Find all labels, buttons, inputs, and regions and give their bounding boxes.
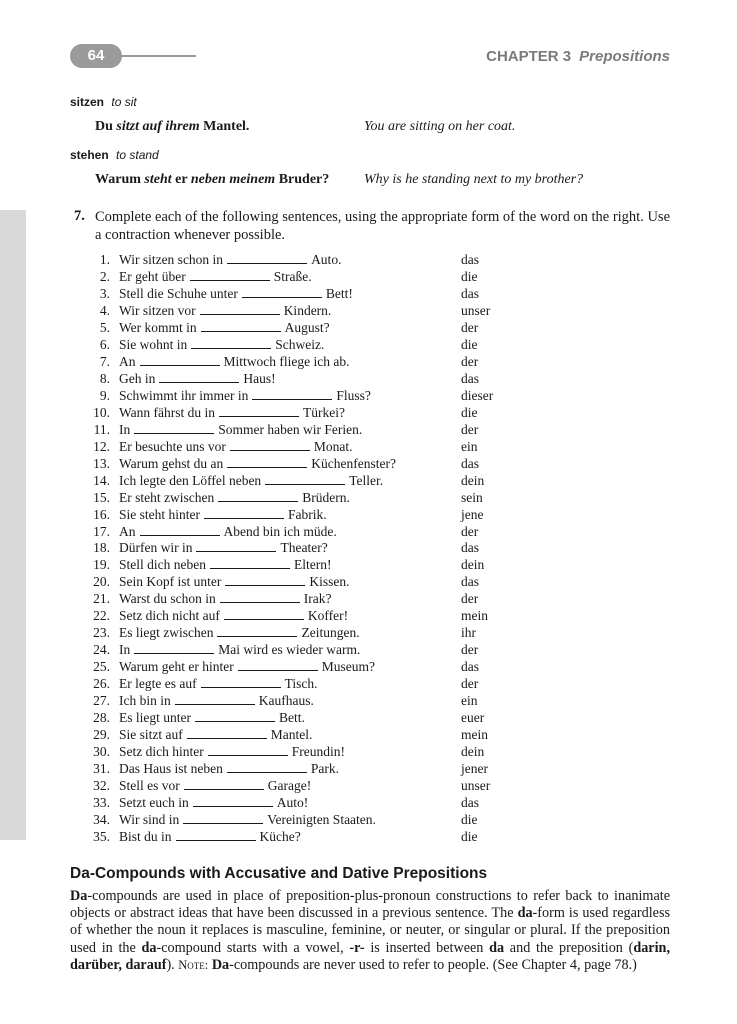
item-text-before: Ich legte den Löffel neben <box>119 472 262 488</box>
item-hint-word: der <box>461 591 479 607</box>
exercise-item <box>95 455 515 472</box>
item-text-before: Wir sind in <box>119 811 180 827</box>
answer-blank[interactable] <box>200 302 280 315</box>
answer-blank[interactable] <box>208 743 288 756</box>
item-text-before: Geh in <box>119 370 156 386</box>
item-text-after: Teller. <box>349 472 384 488</box>
example-part: er <box>171 172 191 187</box>
exercise-item <box>95 506 515 523</box>
item-hint-word: sein <box>461 489 483 505</box>
verb-meaning: to stand <box>116 148 159 162</box>
item-hint-word: unser <box>461 302 491 318</box>
item-text-before: Sein Kopf ist unter <box>119 574 222 590</box>
example-part-italic: sitzt auf ihrem <box>116 119 200 134</box>
answer-blank[interactable] <box>204 506 284 519</box>
item-text-after: Kindern. <box>283 302 332 318</box>
exercise-item <box>95 624 515 641</box>
text-run: ). <box>166 956 179 973</box>
item-sentence <box>119 438 352 455</box>
item-sentence <box>119 353 349 370</box>
item-number: 31. <box>93 761 110 777</box>
item-sentence <box>119 641 360 658</box>
item-text-after: Fabrik. <box>288 506 327 522</box>
item-sentence <box>119 251 341 268</box>
item-hint-word: dein <box>461 744 485 760</box>
item-hint-word: die <box>461 336 478 352</box>
item-hint-word: der <box>461 642 479 658</box>
item-text-before: Es liegt zwischen <box>119 625 214 641</box>
item-number: 16. <box>93 506 110 522</box>
item-sentence <box>119 760 339 777</box>
item-text-after: Vereinigten Staaten. <box>267 811 376 827</box>
example-german-stehen <box>95 172 329 188</box>
item-number: 9. <box>99 387 110 403</box>
item-sentence <box>119 506 327 523</box>
item-number: 6. <box>99 336 110 352</box>
text-run: -compounds are used in place of preposition-plus-pronoun constructions to refer back to inanimate objects or abstract ideas that have been discussed in a previous sentence. The <box>70 888 670 922</box>
item-number: 5. <box>99 319 110 335</box>
item-text-before: Wer kommt in <box>119 319 197 335</box>
answer-blank[interactable] <box>252 387 332 400</box>
answer-blank[interactable] <box>187 726 267 739</box>
text-run: -form is used regardless of whether the noun it replaces is masculine, feminine, or neuter, or singular or plural. If the preposition used in the <box>70 905 670 956</box>
item-text-after: Monat. <box>313 438 353 454</box>
answer-blank[interactable] <box>201 675 281 688</box>
note-label: Note: <box>178 957 209 972</box>
answer-blank[interactable] <box>210 556 290 569</box>
item-number: 23. <box>93 625 110 641</box>
item-hint-word: die <box>461 828 478 844</box>
exercise-item <box>95 421 515 438</box>
item-sentence <box>119 658 375 675</box>
item-sentence <box>119 709 305 726</box>
item-hint-word: das <box>461 285 479 301</box>
item-hint-word: jener <box>461 761 488 777</box>
item-text-before: An <box>119 523 136 539</box>
item-number: 10. <box>93 404 110 420</box>
item-text-before: Er steht zwischen <box>119 489 215 505</box>
chapter-topic: Prepositions <box>579 48 670 65</box>
item-number: 30. <box>93 744 110 760</box>
item-hint-word: das <box>461 370 479 386</box>
exercise-item <box>95 489 515 506</box>
item-hint-word: der <box>461 676 479 692</box>
answer-blank[interactable] <box>242 285 322 298</box>
item-number: 26. <box>93 676 110 692</box>
answer-blank[interactable] <box>227 760 307 773</box>
exercise-item <box>95 285 515 302</box>
item-hint-word: der <box>461 319 479 335</box>
item-text-after: Irak? <box>303 591 332 607</box>
example-part-italic: steht <box>144 172 172 187</box>
answer-blank[interactable] <box>134 641 214 654</box>
answer-blank[interactable] <box>176 828 256 841</box>
example-english-stehen: Why is he standing next to my brother? <box>364 172 584 187</box>
item-hint-word: das <box>461 540 479 556</box>
exercise-item <box>95 268 515 285</box>
item-sentence <box>119 675 318 692</box>
item-hint-word: das <box>461 455 479 471</box>
verb-heading-sitzen <box>70 95 137 109</box>
item-sentence <box>119 523 337 540</box>
exercise-item <box>95 556 515 573</box>
item-hint-word: das <box>461 574 479 590</box>
item-text-after: Tisch. <box>284 676 318 692</box>
section-title: Da-Compounds with Accusative and Dative Prepositions <box>70 865 488 882</box>
exercise-item <box>95 336 515 353</box>
item-text-after: Brüdern. <box>302 489 350 505</box>
exercise-instruction: Complete each of the following sentences, using the appropriate form of the word on the right. Use a contraction whenever possible. <box>95 209 671 243</box>
bold-term: da <box>489 939 505 956</box>
item-sentence <box>119 268 312 285</box>
item-hint-word: die <box>461 404 478 420</box>
text-run: -compound starts with a vowel, <box>156 939 350 956</box>
item-sentence <box>119 692 314 709</box>
exercise-item <box>95 777 515 794</box>
item-text-after: Mai wird es wieder warm. <box>218 642 361 658</box>
item-sentence <box>119 828 301 845</box>
item-text-before: Stell die Schuhe unter <box>119 285 238 301</box>
item-sentence <box>119 472 383 489</box>
item-text-after: Zeitungen. <box>301 625 360 641</box>
answer-blank[interactable] <box>201 319 281 332</box>
item-hint-word: dein <box>461 472 485 488</box>
answer-blank[interactable] <box>193 794 273 807</box>
example-part: Du <box>95 119 117 134</box>
item-text-after: Schweiz. <box>275 336 325 352</box>
exercise-item <box>95 828 515 845</box>
answer-blank[interactable] <box>227 455 307 468</box>
item-text-after: Abend bin ich müde. <box>223 523 337 539</box>
exercise-number: 7. <box>74 208 85 224</box>
section-paragraph <box>70 888 670 974</box>
item-text-after: Mittwoch fliege ich ab. <box>223 353 350 369</box>
exercise-item <box>95 404 515 421</box>
item-hint-word: das <box>461 252 479 267</box>
exercise-item <box>95 692 515 709</box>
item-sentence <box>119 336 324 353</box>
page-number: 64 <box>70 44 122 68</box>
exercise-item <box>95 251 515 268</box>
item-hint-word: das <box>461 795 479 810</box>
item-text-after: Auto! <box>276 795 309 810</box>
item-text-before: Es liegt unter <box>119 710 191 726</box>
item-text-after: Auto. <box>311 252 342 267</box>
verb-meaning: to sit <box>111 95 137 109</box>
answer-blank[interactable] <box>230 438 310 451</box>
verb: stehen <box>70 148 109 162</box>
exercise-item <box>95 302 515 319</box>
item-number: 11. <box>93 421 110 437</box>
item-text-before: Setz dich nicht auf <box>119 608 220 624</box>
item-hint-word: dieser <box>461 387 494 403</box>
item-sentence <box>119 387 371 404</box>
item-number: 12. <box>93 438 110 454</box>
exercise-item <box>95 387 515 404</box>
item-text-after: Garage! <box>267 778 312 794</box>
example-part: Mantel. <box>199 119 250 134</box>
item-sentence <box>119 607 348 624</box>
item-sentence <box>119 573 350 590</box>
item-text-after: Mantel. <box>270 727 313 743</box>
item-text-after: Freundin! <box>291 744 345 760</box>
item-text-after: Theater? <box>280 540 328 556</box>
item-sentence <box>119 556 331 573</box>
answer-blank[interactable] <box>224 607 304 620</box>
answer-blank[interactable] <box>219 404 299 417</box>
header-rule <box>118 55 196 57</box>
item-text-after: August? <box>284 319 330 335</box>
verb-heading-stehen <box>70 148 159 162</box>
exercise-item <box>95 726 515 743</box>
item-text-before: Bist du in <box>119 828 172 844</box>
item-hint-word: der <box>461 353 479 369</box>
answer-blank[interactable] <box>134 421 214 434</box>
item-sentence <box>119 302 331 319</box>
item-hint-word: unser <box>461 778 491 794</box>
answer-blank[interactable] <box>217 624 297 637</box>
item-text-after: Bett! <box>325 285 353 301</box>
exercise-item <box>95 573 515 590</box>
exercise-item <box>95 523 515 540</box>
item-text-after: Museum? <box>321 659 375 675</box>
item-text-before: Sie sitzt auf <box>119 727 183 743</box>
item-text-before: Er geht über <box>119 268 186 284</box>
item-sentence <box>119 743 345 760</box>
item-number: 7. <box>99 353 110 369</box>
text-run: is inserted between <box>364 939 490 956</box>
item-text-before: Wir sitzen vor <box>119 302 196 318</box>
answer-blank[interactable] <box>227 251 307 264</box>
item-text-before: Setzt euch in <box>119 795 189 810</box>
item-number: 19. <box>93 557 110 573</box>
exercise-item <box>95 472 515 489</box>
bold-term: da <box>141 939 157 956</box>
chapter-heading <box>486 48 670 65</box>
item-sentence <box>119 726 312 743</box>
item-text-after: Kaufhaus. <box>258 693 314 709</box>
answer-blank[interactable] <box>195 709 275 722</box>
item-sentence <box>119 539 328 556</box>
exercise-item <box>95 353 515 370</box>
item-text-before: Setz dich hinter <box>119 744 204 760</box>
item-text-before: Sie wohnt in <box>119 336 188 352</box>
item-number: 32. <box>93 778 110 794</box>
item-hint-word: mein <box>461 608 488 624</box>
item-hint-word: die <box>461 268 478 284</box>
item-text-after: Park. <box>310 761 339 777</box>
item-number: 27. <box>93 693 110 709</box>
exercise-item <box>95 438 515 455</box>
exercise-item <box>95 811 515 828</box>
item-hint-word: mein <box>461 727 488 743</box>
item-number: 2. <box>99 268 110 284</box>
exercise-item <box>95 319 515 336</box>
answer-blank[interactable] <box>265 472 345 485</box>
example-german-sitzen <box>95 119 249 135</box>
item-sentence <box>119 777 311 794</box>
item-number: 34. <box>93 811 110 827</box>
item-text-after: Eltern! <box>293 557 332 573</box>
item-hint-word: der <box>461 421 479 437</box>
answer-blank[interactable] <box>218 489 298 502</box>
example-part: Warum <box>95 172 145 187</box>
item-text-before: Wann fährst du in <box>119 404 216 420</box>
item-number: 29. <box>93 727 110 743</box>
item-number: 8. <box>99 370 110 386</box>
item-sentence <box>119 489 350 506</box>
item-text-before: Ich bin in <box>119 693 171 709</box>
item-text-before: Schwimmt ihr immer in <box>119 387 249 403</box>
text-run: and the preposition ( <box>504 939 634 956</box>
answer-blank[interactable] <box>159 370 239 383</box>
item-text-before: Er legte es auf <box>119 676 197 692</box>
exercise-item <box>95 590 515 607</box>
item-text-before: Wir sitzen schon in <box>119 252 224 267</box>
exercise-item <box>95 794 515 811</box>
item-text-before: In <box>119 421 131 437</box>
answer-blank[interactable] <box>190 268 270 281</box>
verb: sitzen <box>70 95 105 109</box>
item-hint-word: die <box>461 811 478 827</box>
item-number: 4. <box>99 302 110 318</box>
item-text-after: Koffer! <box>307 608 349 624</box>
item-sentence <box>119 590 332 607</box>
answer-blank[interactable] <box>175 692 255 705</box>
example-english-sitzen: You are sitting on her coat. <box>364 119 516 134</box>
answer-blank[interactable] <box>191 336 271 349</box>
item-hint-word: ein <box>461 438 478 454</box>
item-sentence <box>119 319 330 336</box>
item-number: 33. <box>93 795 110 810</box>
item-number: 22. <box>93 608 110 624</box>
answer-blank[interactable] <box>140 353 220 366</box>
item-text-after: Fluss? <box>336 387 371 403</box>
item-text-after: Straße. <box>273 268 312 284</box>
bold-term: -r- <box>349 939 365 956</box>
answer-blank[interactable] <box>238 658 318 671</box>
item-text-before: An <box>119 353 136 369</box>
bold-term: da <box>517 905 533 922</box>
exercise-item <box>95 370 515 387</box>
item-number: 28. <box>93 710 110 726</box>
item-number: 18. <box>93 540 110 556</box>
exercise-item <box>95 641 515 658</box>
item-text-after: Küche? <box>259 828 301 844</box>
exercise-item <box>95 539 515 556</box>
item-sentence <box>119 811 376 828</box>
item-number: 24. <box>93 642 110 658</box>
exercise-item <box>95 743 515 760</box>
bold-term: Da <box>70 888 88 904</box>
exercise-item <box>95 607 515 624</box>
item-sentence <box>119 794 308 811</box>
item-number: 14. <box>93 472 110 488</box>
item-sentence <box>119 404 345 421</box>
item-number: 25. <box>93 659 110 675</box>
item-text-before: Sie steht hinter <box>119 506 200 522</box>
answer-blank[interactable] <box>225 573 305 586</box>
item-text-after: Türkei? <box>303 404 346 420</box>
item-hint-word: der <box>461 523 479 539</box>
item-text-after: Küchenfenster? <box>311 455 396 471</box>
item-number: 3. <box>99 285 110 301</box>
item-hint-word: jene <box>461 506 484 522</box>
item-text-before: In <box>119 642 131 658</box>
side-tab-bar <box>0 210 26 840</box>
item-sentence <box>119 624 360 641</box>
item-text-after: Sommer haben wir Ferien. <box>218 421 363 437</box>
item-text-after: Bett. <box>278 710 305 726</box>
answer-blank[interactable] <box>220 590 300 603</box>
item-text-after: Haus! <box>243 370 276 386</box>
item-text-before: Warum geht er hinter <box>119 659 234 675</box>
item-number: 17. <box>93 523 110 539</box>
exercise-item <box>95 760 515 777</box>
item-hint-word: euer <box>461 710 485 726</box>
item-hint-word: ein <box>461 693 478 709</box>
exercise-item <box>95 709 515 726</box>
exercise-item <box>95 675 515 692</box>
item-text-before: Das Haus ist neben <box>119 761 223 777</box>
answer-blank[interactable] <box>184 777 264 790</box>
chapter-label: CHAPTER 3 <box>486 48 572 65</box>
item-text-before: Warst du schon in <box>119 591 216 607</box>
item-hint-word: ihr <box>461 625 476 641</box>
item-text-before: Er besuchte uns vor <box>119 438 226 454</box>
item-sentence <box>119 455 396 472</box>
item-hint-word: das <box>461 659 479 675</box>
answer-blank[interactable] <box>196 539 276 552</box>
item-number: 15. <box>93 489 110 505</box>
item-number: 35. <box>93 828 110 844</box>
item-text-before: Stell dich neben <box>119 557 206 573</box>
exercise-item <box>95 658 515 675</box>
item-text-after: Kissen. <box>309 574 350 590</box>
example-part: Bruder? <box>275 172 330 187</box>
item-sentence <box>119 421 362 438</box>
item-number: 13. <box>93 455 110 471</box>
answer-blank[interactable] <box>140 523 220 536</box>
answer-blank[interactable] <box>183 811 263 824</box>
item-text-before: Dürfen wir in <box>119 540 193 556</box>
item-number: 21. <box>93 591 110 607</box>
item-sentence <box>119 285 353 302</box>
bold-term: darin, darüber, darauf <box>70 939 670 973</box>
item-number: 1. <box>99 252 110 267</box>
item-text-before: Stell es vor <box>119 778 180 794</box>
item-hint-word: dein <box>461 557 485 573</box>
exercise-items <box>95 251 515 845</box>
item-sentence <box>119 370 276 387</box>
bold-term: Da <box>208 956 230 973</box>
item-text-before: Warum gehst du an <box>119 455 224 471</box>
text-run: -compounds are never used to refer to people. (See Chapter 4, page 78.) <box>229 956 637 973</box>
item-number: 20. <box>93 574 110 590</box>
example-part-italic: neben meinem <box>190 172 276 187</box>
